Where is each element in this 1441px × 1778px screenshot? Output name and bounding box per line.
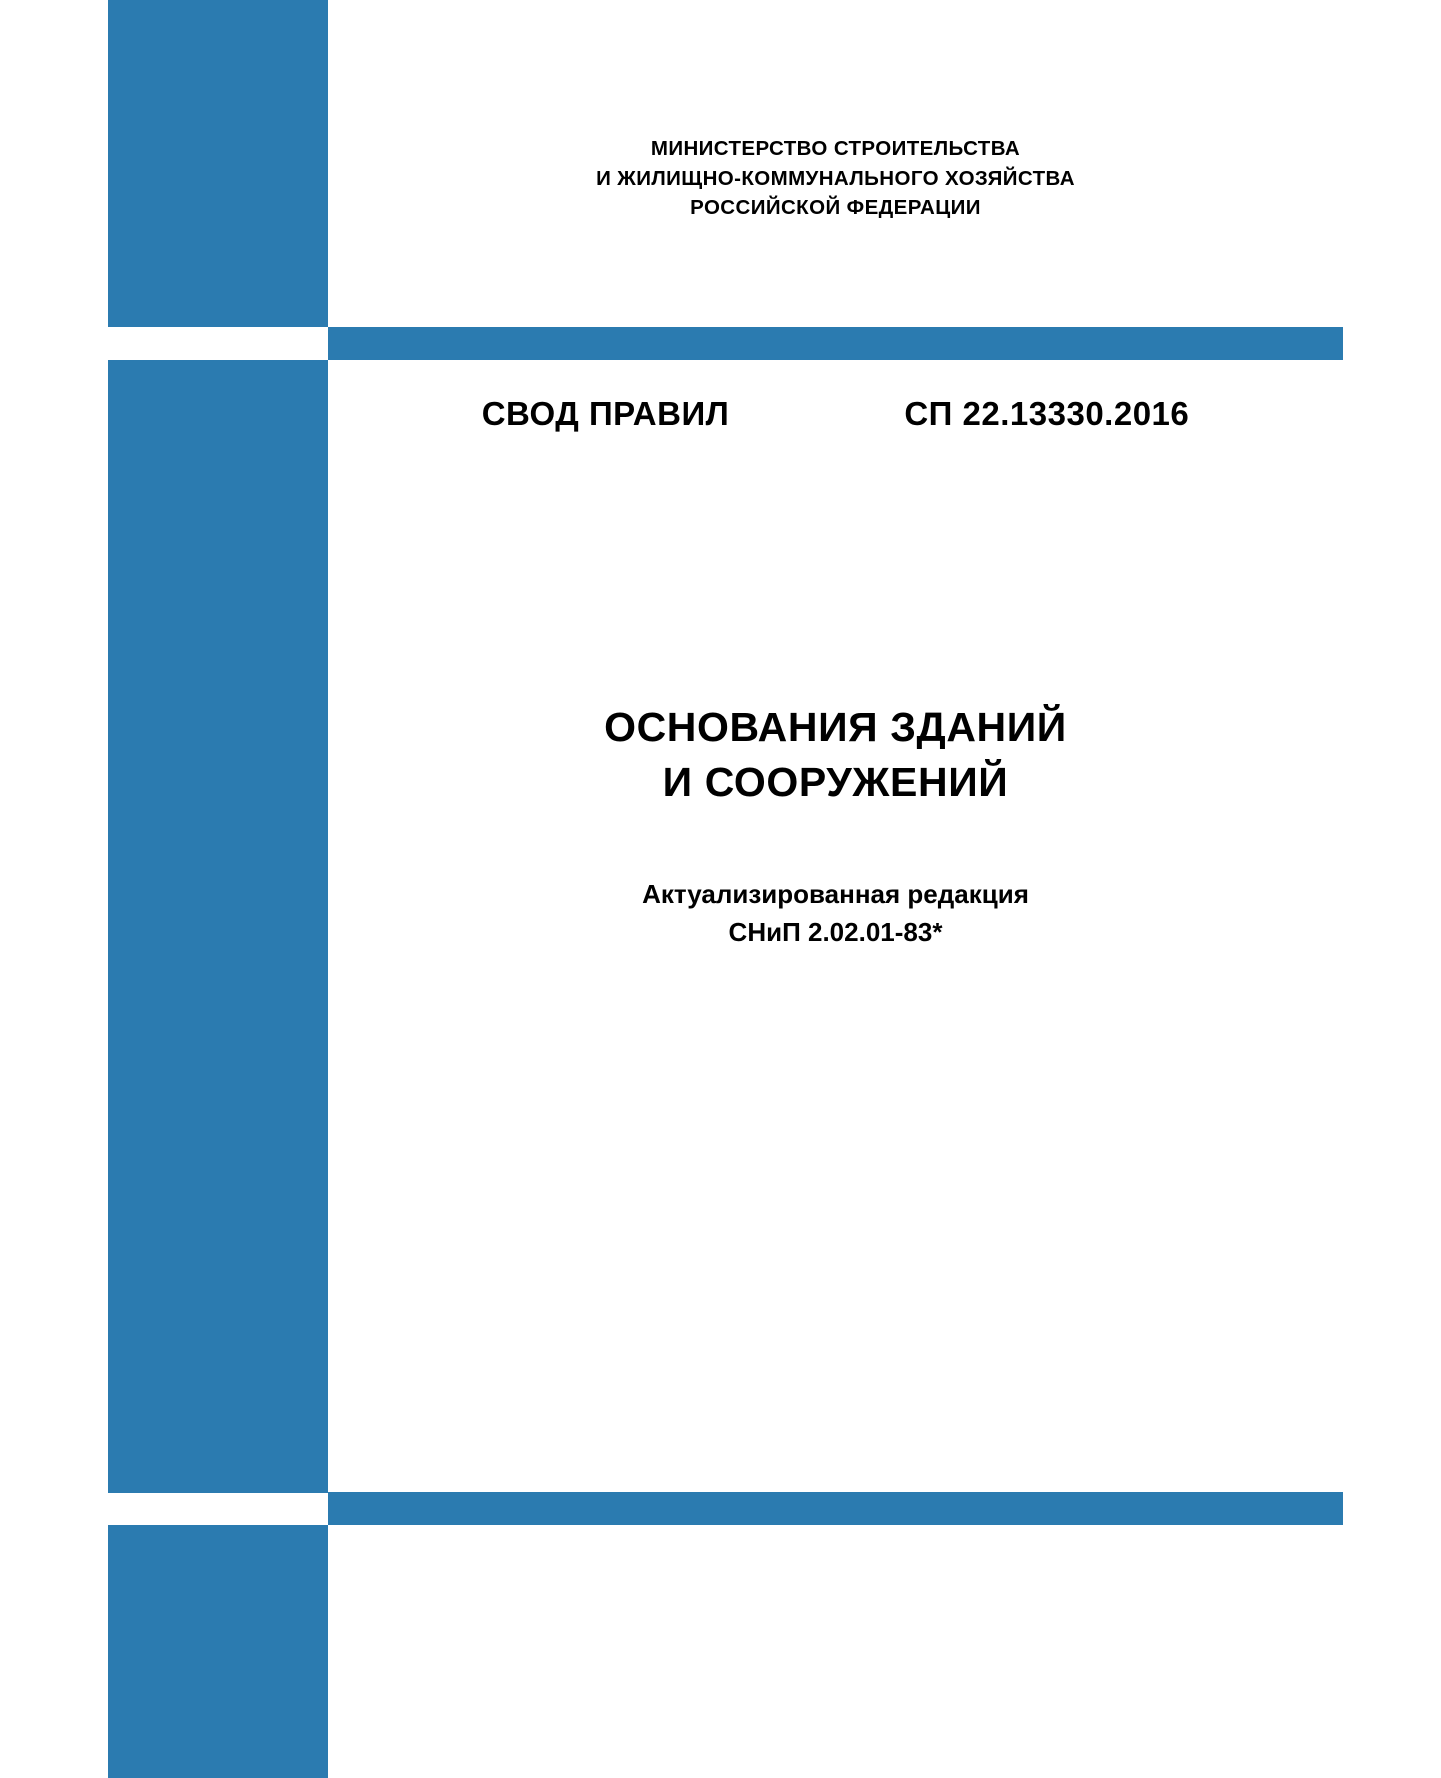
decorative-left-bar-bottom — [108, 1525, 328, 1778]
decorative-left-bar-top — [108, 0, 328, 327]
ministry-line-1: МИНИСТЕРСТВО СТРОИТЕЛЬСТВА — [650, 137, 1021, 160]
page-subtitle-line-1: Актуализированная редакция — [642, 879, 1029, 909]
page-subtitle — [328, 875, 1343, 952]
page-title — [328, 700, 1343, 811]
decorative-top-rule — [328, 327, 1343, 360]
page-title-line-2: И СООРУЖЕНИЙ — [662, 759, 1009, 806]
ministry-line-3: РОССИЙСКОЙ ФЕДЕРАЦИИ — [690, 196, 981, 220]
ministry-line-2: И ЖИЛИЩНО-КОММУНАЛЬНОГО ХОЗЯЙСТВА — [596, 166, 1075, 190]
ministry-heading — [328, 134, 1343, 223]
page-subtitle-line-2: СНиП 2.02.01-83* — [728, 917, 943, 948]
document-code-row — [328, 395, 1343, 433]
document-code-number: СП 22.13330.2016 — [904, 395, 1190, 432]
document-type-label: СВОД ПРАВИЛ — [481, 395, 730, 432]
page-title-line-1: ОСНОВАНИЯ ЗДАНИЙ — [604, 704, 1067, 750]
decorative-left-bar-middle — [108, 360, 328, 1493]
decorative-bottom-rule — [328, 1492, 1343, 1525]
